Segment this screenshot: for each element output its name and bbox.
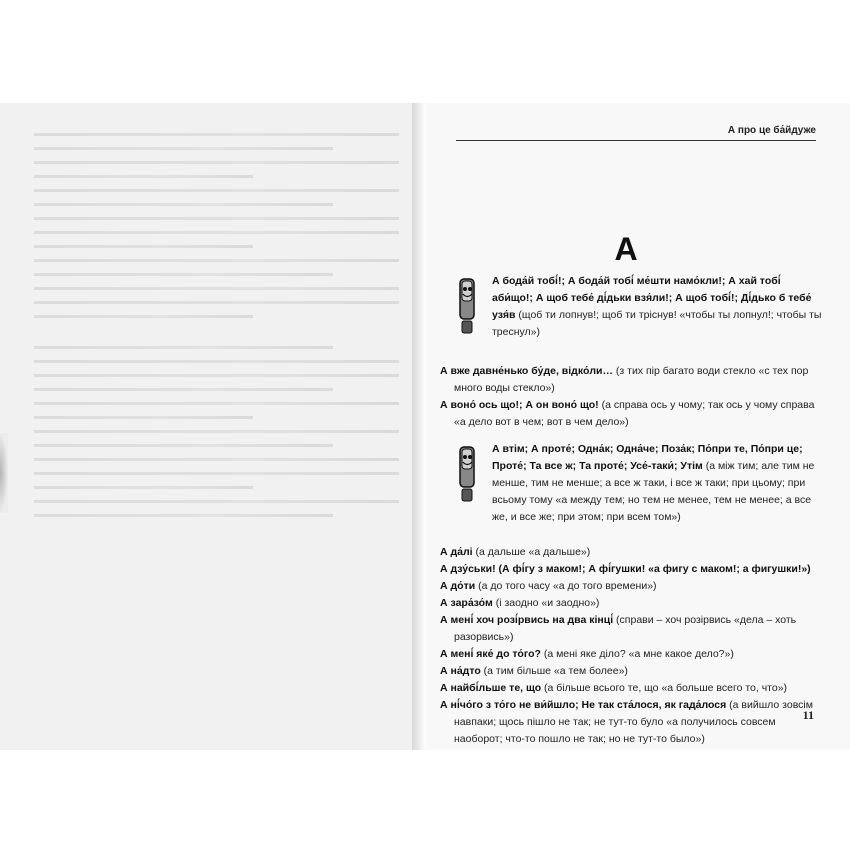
dictionary-entry <box>440 595 822 612</box>
tube-character-icon <box>454 277 480 337</box>
entry-headword: А вже давне́нько бу́де, відко́ли… <box>440 365 613 377</box>
entry-headword: А ні́чо́го з то́го не ви́йшло; Не так ста́лося, як гада́лося <box>440 699 727 711</box>
entry-translation: (справи – хоч розірвись «дела – хоть разорвись») <box>454 614 797 643</box>
entry-translation: (а тим більше «а тем более») <box>480 665 628 677</box>
dictionary-entry <box>440 273 822 341</box>
entry-translation: (і заодно «и заодно») <box>492 597 600 609</box>
dictionary-entry <box>440 646 822 663</box>
entry-headword: А мені́ хоч розі́рвись на два кінці́ <box>440 614 614 626</box>
bleed-through-text <box>34 133 399 528</box>
entry-translation: (а до того часу «а до того времени») <box>475 580 657 592</box>
page-number: 11 <box>802 708 814 722</box>
dictionary-entry <box>440 544 822 561</box>
entry-headword: А воно́ ось що!; А он воно́ що! <box>440 399 599 411</box>
entry-headword: А зара́зо́м <box>440 597 493 609</box>
dictionary-entry <box>440 561 822 578</box>
entry-headword: А найбі́льше те, що <box>440 682 542 694</box>
entry-translation: (а вийшло зовсім навпаки; щось пішло не так; не тут-то було «а получилось совсем наоборот; что-то пошло не так; но не тут-то было») <box>454 699 813 745</box>
dictionary-entries <box>440 273 822 782</box>
tube-character-icon <box>454 445 480 505</box>
dictionary-entry <box>440 612 822 646</box>
dictionary-entry <box>440 578 822 595</box>
left-page <box>0 103 413 750</box>
entry-headword: А бода́й тобі́!; А бода́й тобі́ ме́шти намо́кли!; А хай тобі́ аби́що!; А щоб тебе́ ді́дьки взя́ли!; А щоб тобі́!; Ді́дько б тебе́ узя́в <box>492 275 812 321</box>
binding-shadow <box>0 433 8 513</box>
dictionary-entry <box>440 363 822 397</box>
entry-headword: А мені́ яке́ до то́го? <box>440 648 541 660</box>
entry-headword: А на́дто <box>440 665 481 677</box>
entry-translation: (а справа ось у чому; так ось у чому справа «а дело вот в чем; вот в чем дело») <box>454 399 815 428</box>
entry-translation: (з тих пір багато води стекло «с тех пор много воды стекло») <box>454 365 809 394</box>
entry-headword: А до́ти <box>440 580 476 592</box>
running-head: А про це ба́йдуже <box>456 125 816 141</box>
entry-headword: А да́лі <box>440 546 473 558</box>
section-letter: А <box>614 231 638 267</box>
entry-translation: (а більше всього те, що «а больше всего то, что») <box>541 682 788 694</box>
right-page <box>426 103 850 750</box>
dictionary-entry <box>440 441 822 526</box>
entry-translation: (а мені яке діло? «а мне какое дело?») <box>540 648 734 660</box>
background-below-book <box>0 750 850 850</box>
dictionary-entry <box>440 663 822 680</box>
entry-translation: (а між тим; але тим не менше, тим не менше; а все ж таки, і все ж таки; при цьому; при всьому тому «а между тем; но тем не менее, тем не менее; а все же, и все же; при этом; при всем том») <box>492 460 815 523</box>
entry-headword: А втім; А проте́; Одна́к; Одна́че; Поза́к; По́при те, По́при це; Проте́; Та все ж; Та проте́; Усе́-таки́; Утім <box>492 443 803 472</box>
entry-translation: (а дальше «а дальше») <box>472 546 591 558</box>
dictionary-entry <box>440 397 822 431</box>
book-spine <box>412 103 426 750</box>
entry-headword: А дзу́ськи! (А фі́гу з маком!; А фі́гушки! «а фигу с маком!; а фигушки!») <box>440 563 811 575</box>
entry-translation: (щоб ти лопнув!; щоб ти тріснув! «чтобы ты лопнул!; чтобы ты треснул») <box>492 309 822 338</box>
dictionary-entry <box>440 697 822 748</box>
dictionary-entry <box>440 680 822 697</box>
